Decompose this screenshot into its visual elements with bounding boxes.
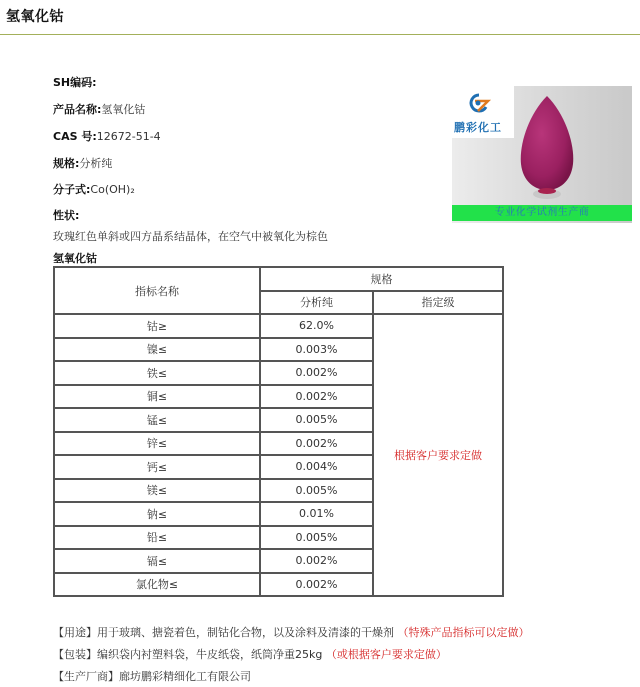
- field-label: SH编码:: [53, 76, 97, 89]
- table-row: [54, 314, 503, 338]
- row-value: 0.002%: [260, 549, 373, 573]
- product-image: [452, 86, 632, 223]
- page-title: 氢氧化钴: [6, 9, 64, 25]
- row-name: 镉≤: [54, 549, 260, 573]
- row-value: 0.002%: [260, 361, 373, 385]
- row-name: 氯化物≤: [54, 573, 260, 597]
- field-specification: [53, 155, 112, 171]
- header-indicator-name: 指标名称: [54, 267, 260, 314]
- row-name: 铅≤: [54, 526, 260, 550]
- usage-label: 【用途】: [53, 626, 97, 639]
- row-value: 0.003%: [260, 338, 373, 362]
- manufacturer-line: [53, 668, 251, 684]
- field-properties: [53, 207, 79, 223]
- row-name: 钴≥: [54, 314, 260, 338]
- row-value: 0.005%: [260, 479, 373, 503]
- spec-table: [53, 266, 504, 597]
- field-label: CAS 号:: [53, 130, 97, 143]
- brand-logo: [452, 86, 514, 138]
- properties-description: 玫瑰红色单斜或四方晶系结晶体，在空气中被氧化为棕色: [53, 230, 328, 243]
- field-product-name: [53, 101, 145, 117]
- image-banner: 专业化学试剂生产商: [452, 205, 632, 221]
- packaging-note: （或根据客户要求定做）: [325, 648, 447, 661]
- manufacturer-text: 廊坊鹏彩精细化工有限公司: [119, 670, 251, 683]
- row-value: 62.0%: [260, 314, 373, 338]
- packaging-text: 编织袋内衬塑料袋，牛皮纸袋，纸筒净重25kg: [97, 648, 323, 661]
- field-sh-code: [53, 74, 97, 90]
- header-grade-analytical: 分析纯: [260, 291, 373, 315]
- row-name: 铁≤: [54, 361, 260, 385]
- packaging-label: 【包装】: [53, 648, 97, 661]
- field-value: 12672-51-4: [96, 130, 161, 143]
- custom-note: 根据客户要求定做: [373, 314, 503, 596]
- field-cas-number: [53, 128, 161, 144]
- row-value: 0.01%: [260, 502, 373, 526]
- field-value: 分析纯: [79, 157, 113, 170]
- row-value: 0.002%: [260, 573, 373, 597]
- row-name: 钠≤: [54, 502, 260, 526]
- row-name: 钙≤: [54, 455, 260, 479]
- title-divider: [0, 34, 640, 35]
- field-value: 氢氧化钴: [101, 103, 146, 116]
- table-header-row: [54, 267, 503, 291]
- field-formula: [53, 181, 135, 197]
- row-value: 0.002%: [260, 385, 373, 409]
- usage-note: （特殊产品指标可以定做）: [397, 626, 530, 639]
- powder-flask-icon: [511, 94, 583, 202]
- usage-text: 用于玻璃、搪瓷着色，制钴化合物，以及涂料及清漆的干燥剂: [97, 626, 394, 639]
- logo-icon: [466, 92, 492, 114]
- row-name: 锰≤: [54, 408, 260, 432]
- row-value: 0.005%: [260, 408, 373, 432]
- row-value: 0.004%: [260, 455, 373, 479]
- row-name: 铜≤: [54, 385, 260, 409]
- row-value: 0.005%: [260, 526, 373, 550]
- logo-text: 鹏彩化工: [454, 121, 502, 134]
- field-label: 产品名称:: [53, 103, 102, 116]
- row-value: 0.002%: [260, 432, 373, 456]
- header-spec-group: 规格: [260, 267, 503, 291]
- usage-line: [53, 624, 530, 640]
- field-label: 分子式:: [53, 183, 91, 196]
- header-grade-specified: 指定级: [373, 291, 503, 315]
- field-value: Co(OH)₂: [90, 183, 135, 196]
- packaging-line: [53, 646, 447, 662]
- row-name: 锌≤: [54, 432, 260, 456]
- manufacturer-label: 【生产厂商】: [53, 670, 119, 683]
- field-label: 性状:: [53, 209, 80, 222]
- row-name: 镁≤: [54, 479, 260, 503]
- field-label: 规格:: [53, 157, 80, 170]
- row-name: 镍≤: [54, 338, 260, 362]
- table-title: 氢氧化钴: [53, 252, 97, 265]
